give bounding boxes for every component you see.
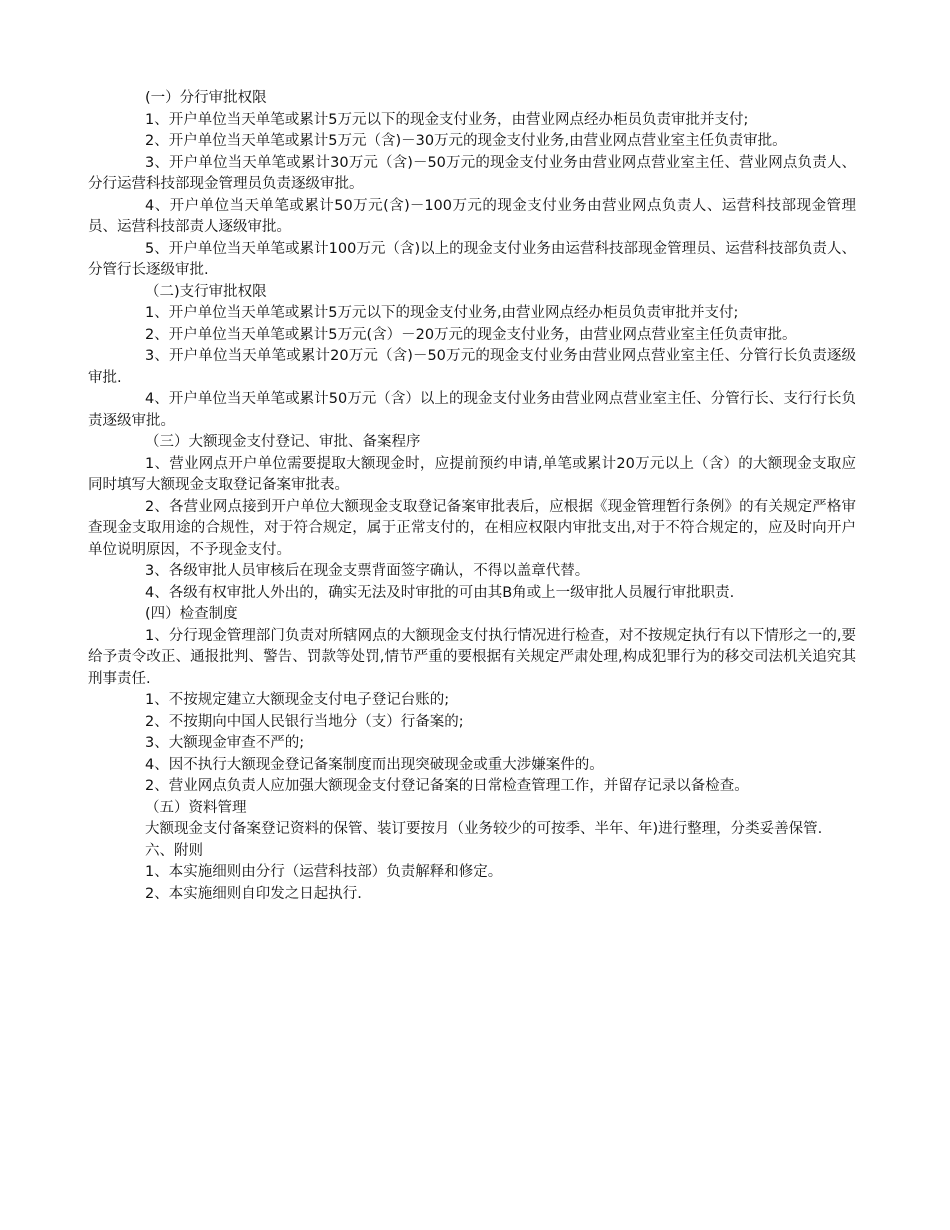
paragraph: 2、开户单位当天单笔或累计5万元(含）－20万元的现金支付业务，由营业网点营业室主任负责审批。	[145, 326, 797, 343]
paragraph: 3、各级审批人员审核后在现金支票背面签字确认，不得以盖章代替。	[145, 563, 590, 579]
paragraph: 1、开户单位当天单笔或累计5万元以下的现金支付业务,由营业网点经办柜员负责审批并支付;	[145, 305, 739, 321]
paragraph: 1、开户单位当天单笔或累计5万元以下的现金支付业务，由营业网点经办柜员负责审批并支付;	[145, 111, 749, 128]
paragraph: 2、开户单位当天单笔或累计5万元（含)－30万元的现金支付业务,由营业网点营业室主任负责审批。	[145, 133, 787, 149]
paragraph: 2、各营业网点接到开户单位大额现金支取登记备案审批表后，应根据《现金管理暂行条例》的有关规定严格审查现金支取用途的合规性，对于符合规定，属于正常支付的，在相应权限内审批支出,对于不符合规定的，应及时向开户单位说明原因，不予现金支付。	[88, 498, 856, 558]
list-item: 4、因不执行大额现金登记备案制度而出现突破现金或重大涉嫌案件的。	[145, 756, 604, 773]
paragraph: 5、开户单位当天单笔或累计100万元（含)以上的现金支付业务由运营科技部现金管理员、运营科技部负责人、分管行长逐级审批.	[88, 240, 856, 278]
list-item: 1、不按规定建立大额现金支付电子登记台账的;	[145, 692, 450, 708]
section-heading-branch-approval: (一）分行审批权限	[145, 90, 267, 106]
section-heading-records: （五）资料管理	[145, 799, 247, 816]
section-heading-registration-procedure: （三）大额现金支付登记、审批、备案程序	[145, 434, 421, 450]
paragraph: 3、开户单位当天单笔或累计20万元（含)－50万元的现金支付业务由营业网点营业室主任、分管行长负责逐级审批.	[88, 348, 856, 386]
section-heading-subbranch-approval: （二)支行审批权限	[145, 283, 267, 300]
paragraph: 4、各级有权审批人外出的，确实无法及时审批的可由其B角或上一级审批人员履行审批职责.	[145, 584, 735, 601]
document-body	[88, 88, 856, 905]
section-heading-inspection: (四）检查制度	[145, 606, 238, 622]
paragraph: 2、本实施细则自印发之日起执行.	[145, 885, 362, 902]
paragraph: 1、分行现金管理部门负责对所辖网点的大额现金支付执行情况进行检查，对不按规定执行有以下情形之一的,要给予责令改正、通报批判、警告、罚款等处罚,情节严重的要根据有关规定严肃处理,构成犯罪行为的移交司法机关追究其刑事责任.	[88, 627, 856, 687]
paragraph: 4、开户单位当天单笔或累计50万元(含)－100万元的现金支付业务由营业网点负责人、运营科技部现金管理员、运营科技部责人逐级审批。	[88, 197, 856, 235]
paragraph: 3、开户单位当天单笔或累计30万元（含)－50万元的现金支付业务由营业网点营业室主任、营业网点负责人、分行运营科技部现金管理员负责逐级审批。	[88, 154, 856, 192]
paragraph: 2、营业网点负责人应加强大额现金支付登记备案的日常检查管理工作，并留存记录以备检查。	[145, 778, 749, 794]
paragraph: 1、营业网点开户单位需要提取大额现金时，应提前预约申请,单笔或累计20万元以上（含）的大额现金支取应同时填写大额现金支取登记备案审批表。	[88, 455, 856, 493]
paragraph: 4、开户单位当天单笔或累计50万元（含）以上的现金支付业务由营业网点营业室主任、分管行长、支行行长负责逐级审批。	[88, 391, 856, 429]
list-item: 2、不按期向中国人民银行当地分（支）行备案的;	[145, 713, 464, 730]
section-heading-supplementary: 六、附则	[145, 842, 203, 859]
paragraph: 1、本实施细则由分行（运营科技部）负责解释和修定。	[145, 864, 503, 880]
paragraph: 大额现金支付备案登记资料的保管、装订要按月（业务较少的可按季、半年、年)进行整理，分类妥善保管.	[145, 821, 823, 837]
list-item: 3、大额现金审查不严的;	[145, 735, 305, 751]
